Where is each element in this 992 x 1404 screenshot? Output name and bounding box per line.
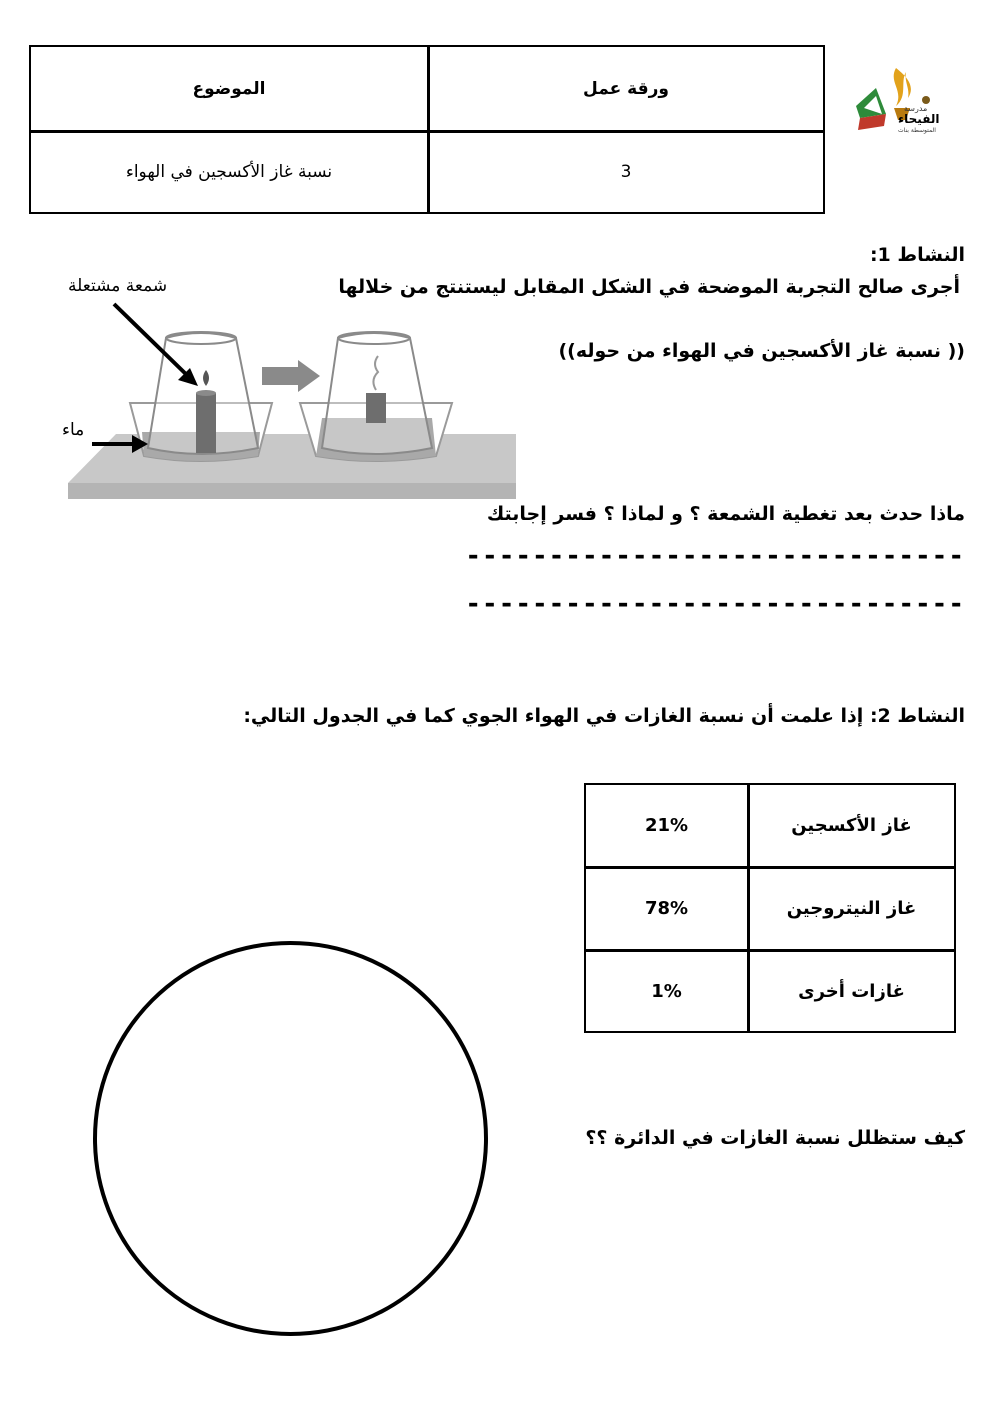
activity1-title: النشاط 1: xyxy=(869,244,965,266)
water-label: ماء xyxy=(62,420,85,440)
candle-label: شمعة مشتعلة xyxy=(68,276,168,296)
activity1-line2: (( نسبة غاز الأكسجين في الهواء من حوله)) xyxy=(558,340,965,362)
percent-nitrogen: 78% xyxy=(644,898,689,919)
worksheet-number: 3 xyxy=(620,162,632,182)
activity1-question: ماذا حدث بعد تغطية الشمعة ؟ و لماذا ؟ فسر إجابتك xyxy=(486,503,965,525)
activity1-line1: أجرى صالح التجربة الموضحة في الشكل المقابل ليستنتج من خلالها xyxy=(338,276,960,298)
answer-line-1[interactable]: ------------------------------ xyxy=(465,541,965,571)
worksheet-label: ورقة عمل xyxy=(583,78,669,99)
activity2-question: كيف ستظلل نسبة الغازات في الدائرة ؟؟ xyxy=(585,1127,965,1149)
shading-circle[interactable] xyxy=(93,941,488,1336)
answer-line-2[interactable]: ------------------------------ xyxy=(465,589,965,619)
school-logo xyxy=(850,60,950,140)
logo-line1: مدرسة xyxy=(904,104,928,113)
logo-line3: المتوسطة بنات xyxy=(898,127,936,134)
experiment-figure xyxy=(60,270,520,505)
gas-other: غازات أخرى xyxy=(798,980,905,1002)
subject-label: الموضوع xyxy=(192,78,266,99)
experiment-drawing xyxy=(60,270,520,505)
activity2-title: النشاط 2: إذا علمت أن نسبة الغازات في الهواء الجوي كما في الجدول التالي: xyxy=(243,705,965,727)
header-table xyxy=(29,45,825,214)
gases-table xyxy=(584,783,956,1033)
percent-oxygen: 21% xyxy=(644,815,689,836)
subject-value: نسبة غاز الأكسجين في الهواء xyxy=(125,162,333,182)
percent-other: 1% xyxy=(651,980,682,1002)
gas-oxygen: غاز الأكسجين xyxy=(791,815,912,836)
gas-nitrogen: غاز النيتروجين xyxy=(786,898,917,919)
logo-line2: الفيحاء xyxy=(898,112,940,126)
